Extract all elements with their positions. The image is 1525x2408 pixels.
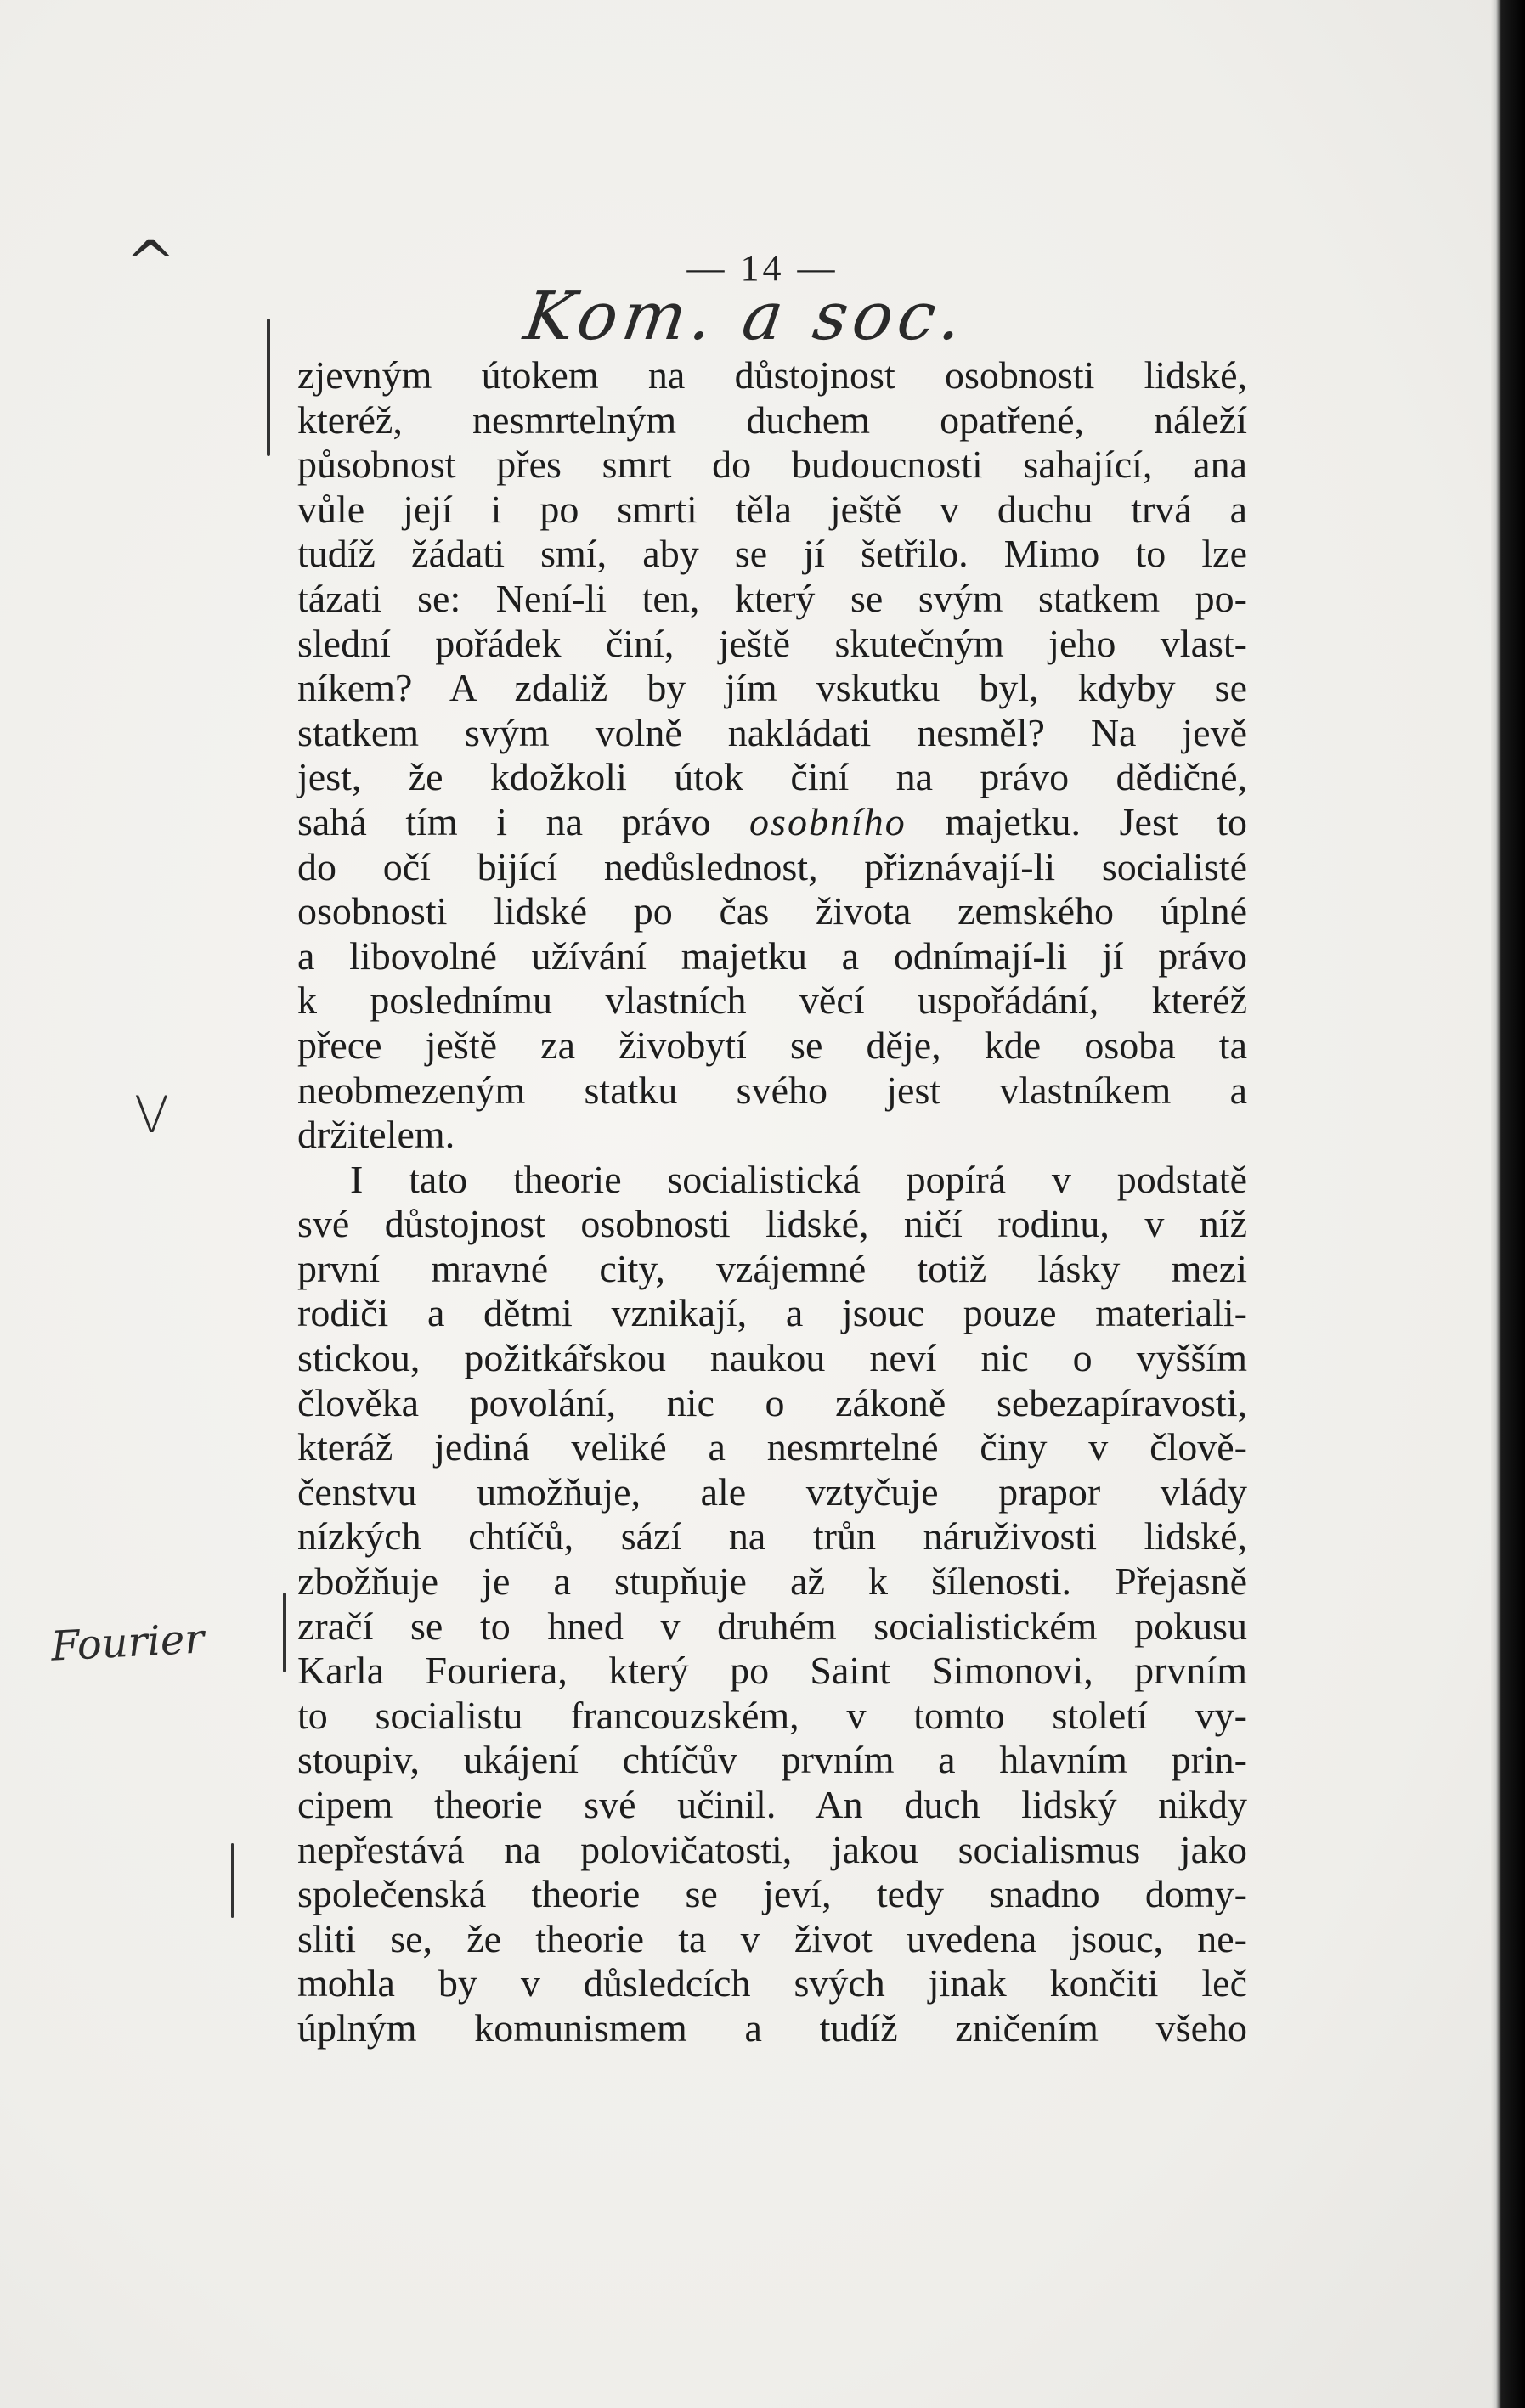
text-line: níkem? A zdaliž by jím vskutku byl, kdyby se [297,666,1247,710]
text-line: své důstojnost osobnosti lidské, ničí rodinu, v níž [297,1202,1247,1246]
text-segment: majetku. Jest to [945,799,1248,843]
handwritten-header-note: Kom. a soc. [519,279,972,355]
text-line: čenstvu umožňuje, ale vztyčuje prapor vlády [297,1469,1247,1514]
text-line: nepřestává na polovičatosti, jakou socialismus jako [297,1827,1247,1871]
text-line: mohla by v důsledcích svých jinak končiti leč [297,1961,1247,2005]
text-line: statkem svým volně nakládati nesměl? Na jevě [297,710,1247,754]
text-line: do očí bijící nedůslednost, přiznávají-li socialisté [297,844,1247,888]
text-line: tázati se: Není-li ten, který se svým statkem po- [297,576,1247,620]
text-line: slední pořádek činí, ještě skutečným jeho vlast- [297,621,1247,665]
text-line: stoupiv, ukájení chtíčův prvním a hlavním prin- [297,1738,1247,1782]
text-line: jest, že kdožkoli útok činí na právo dědičné, [297,755,1247,799]
margin-bar-middle [283,1593,286,1672]
text-line: nízkých chtíčů, sází na trůn náruživosti lidské, [297,1514,1247,1559]
text-line: působnost přes smrt do budoucnosti sahající, ana [297,443,1247,487]
text-line: neobmezeným statku svého jest vlastníkem a [297,1068,1247,1112]
margin-bar-top [267,319,270,456]
text-line: přece ještě za živobytí se děje, kde osoba ta [297,1023,1247,1067]
text-line: rodiči a dětmi vznikají, a jsouc pouze materiali- [297,1291,1247,1335]
body-text [297,353,1247,2051]
text-line: kteréž, nesmrtelným duchem opatřené, náleží [297,398,1247,442]
text-line: úplným komunismem a tudíž zničením všeho [297,2005,1247,2050]
text-segment: sahá tím i na právo [297,799,711,843]
text-line: držitelem. [297,1113,455,1157]
text-line: Karla Fouriera, který po Saint Simonovi, prvním [297,1649,1247,1693]
text-line: první mravné city, vzájemné totiž lásky mezi [297,1246,1247,1290]
text-line: společenská theorie se jeví, tedy snadno domy- [297,1872,1247,1916]
page-number: — 14 — [686,247,839,289]
text-line: zračí se to hned v druhém socialistickém pokusu [297,1604,1247,1648]
page-edge-shadow [1491,0,1525,2408]
text-line-with-emphasis [297,800,1247,845]
text-line: člověka povolání, nic o zákoně sebezapíravosti, [297,1380,1247,1424]
text-line: sliti se, že theorie ta v život uvedena jsouc, ne- [297,1916,1247,1960]
text-line: cipem theorie své učinil. An duch lidský nikdy [297,1783,1247,1826]
text-line: vůle její i po smrti těla ještě v duchu trvá a [297,487,1247,531]
margin-caret-mark: ^ [126,228,176,297]
emphasized-word: osobního [749,799,907,843]
margin-bar-lower [231,1843,234,1918]
text-line: k poslednímu vlastních věcí uspořádání, kteréž [297,978,1247,1023]
margin-check-mark: V [134,1086,170,1145]
text-line: tudíž žádati smí, aby se jí šetřilo. Mimo to lze [297,532,1247,576]
text-line: osobnosti lidské po čas života zemského úplné [297,889,1247,933]
text-line: zbožňuje je a stupňuje až k šílenosti. Přejasně [297,1559,1247,1604]
text-line: stickou, požitkářskou naukou neví nic o vyšším [297,1336,1247,1380]
text-line-paragraph-start: I tato theorie socialistická popírá v podstatě [350,1157,1247,1201]
margin-note-fourier: Fourier [49,1615,206,1671]
text-line: zjevným útokem na důstojnost osobnosti lidské, [297,353,1247,397]
text-line: a libovolné užívání majetku a odnímají-li jí právo [297,933,1247,978]
text-line: kteráž jediná veliké a nesmrtelné činy v člově- [297,1425,1247,1469]
text-line: to socialistu francouzském, v tomto století vy- [297,1693,1247,1737]
